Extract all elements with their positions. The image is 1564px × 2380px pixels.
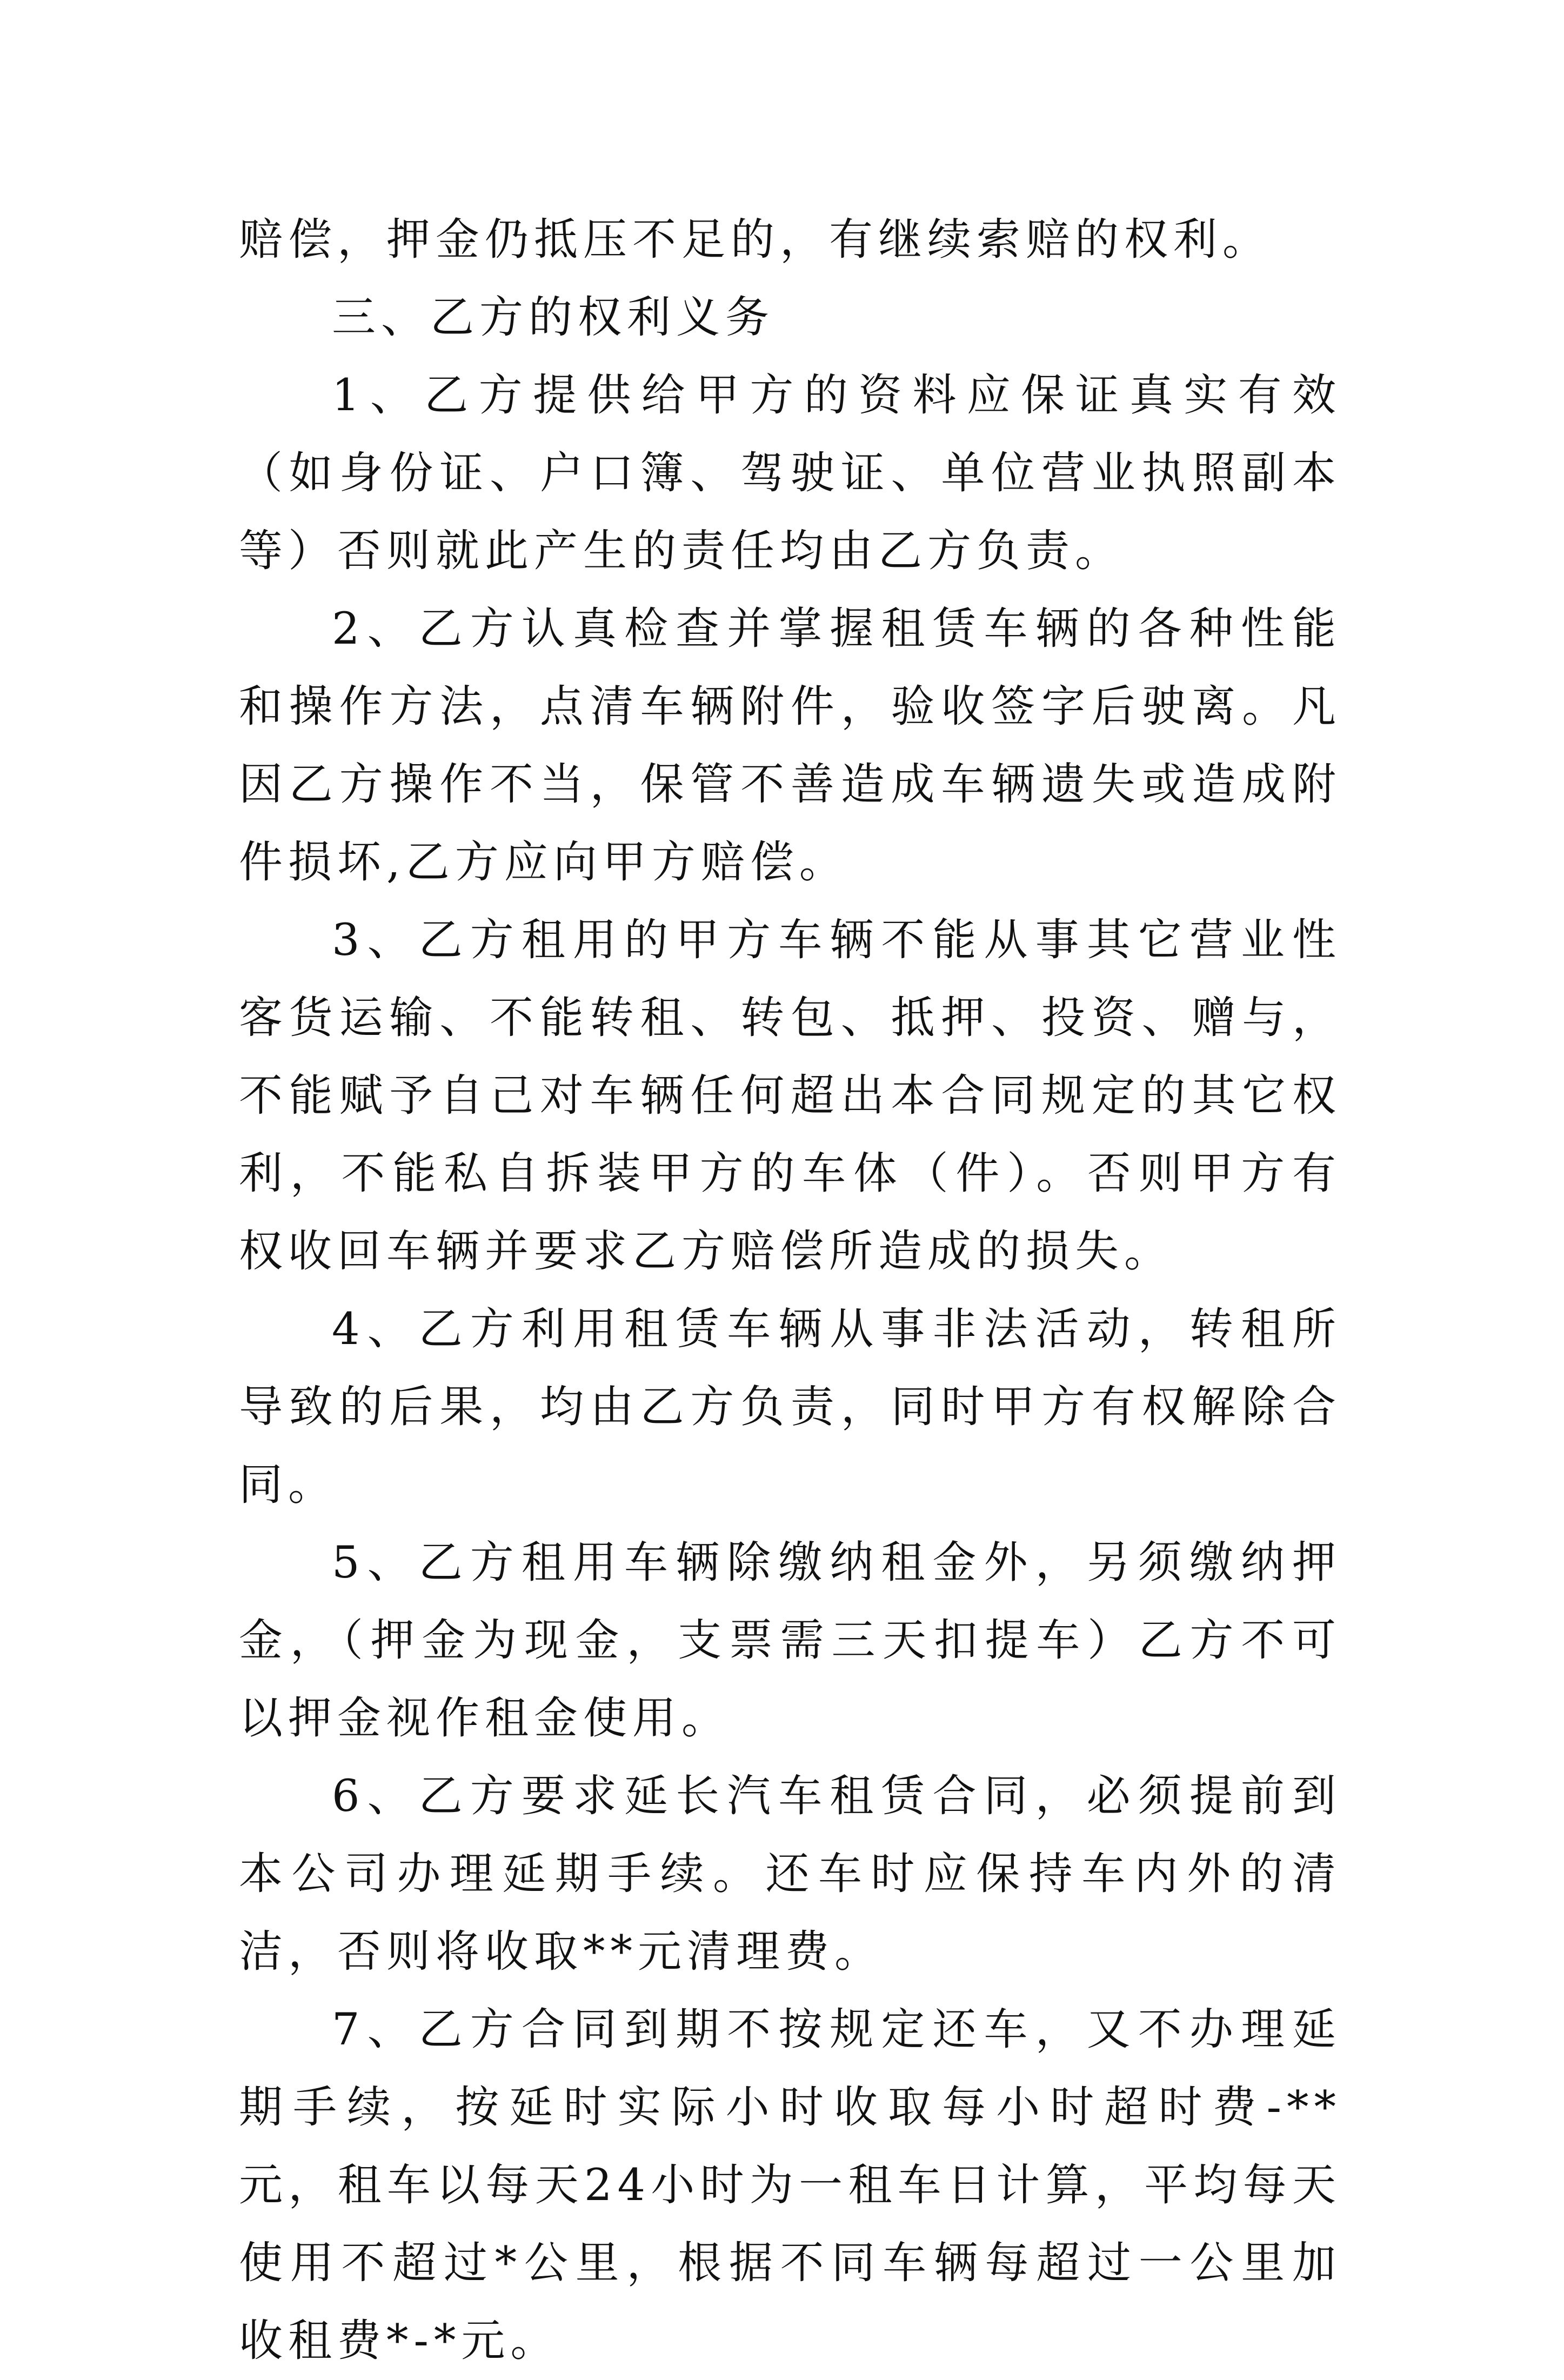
clause-3: 3、乙方租用的甲方车辆不能从事其它营业性客货运输、不能转租、转包、抵押、投资、赠与，不能赋予自己对车辆任何超出本合同规定的其它权利，不能私自拆装甲方的车体（件）。否则甲方有权收回车辆并要求乙方赔偿所造成的损失。 (239, 915, 1341, 1277)
clause-2: 2、乙方认真检查并掌握租赁车辆的各种性能和操作方法，点清车辆附件，验收签字后驶离。凡因乙方操作不当，保管不善造成车辆遗失或造成附件损坏,乙方应向甲方赔偿。 (239, 604, 1341, 888)
clause-5: 5、乙方租用车辆除缴纳租金外，另须缴纳押金，（押金为现金，支票需三天扣提车）乙方不可以押金视作租金使用。 (239, 1537, 1341, 1744)
clause-6: 6、乙方要求延长汽车租赁合同，必须提前到本公司办理延期手续。还车时应保持车内外的清洁，否则将收取**元清理费。 (239, 1771, 1341, 1977)
clause-7: 7、乙方合同到期不按规定还车，又不办理延期手续，按延时实际小时收取每小时超时费-**元，租车以每天24小时为一租车日计算，平均每天使用不超过*公里，根据不同车辆每超过一公里加收租费*-*元。 (239, 2004, 1341, 2366)
clause-4: 4、乙方利用租赁车辆从事非法活动，转租所导致的后果，均由乙方负责，同时甲方有权解除合同。 (239, 1304, 1341, 1510)
section-heading: 三、乙方的权利义务 (332, 292, 775, 343)
clause-1: 1、乙方提供给甲方的资料应保证真实有效（如身份证、户口簿、驾驶证、单位营业执照副本等）否则就此产生的责任均由乙方负责。 (239, 370, 1341, 577)
document-body (239, 201, 1341, 2380)
paragraph-continuation: 赔偿，押金仍抵压不足的，有继续索赔的权利。 (239, 215, 1272, 265)
